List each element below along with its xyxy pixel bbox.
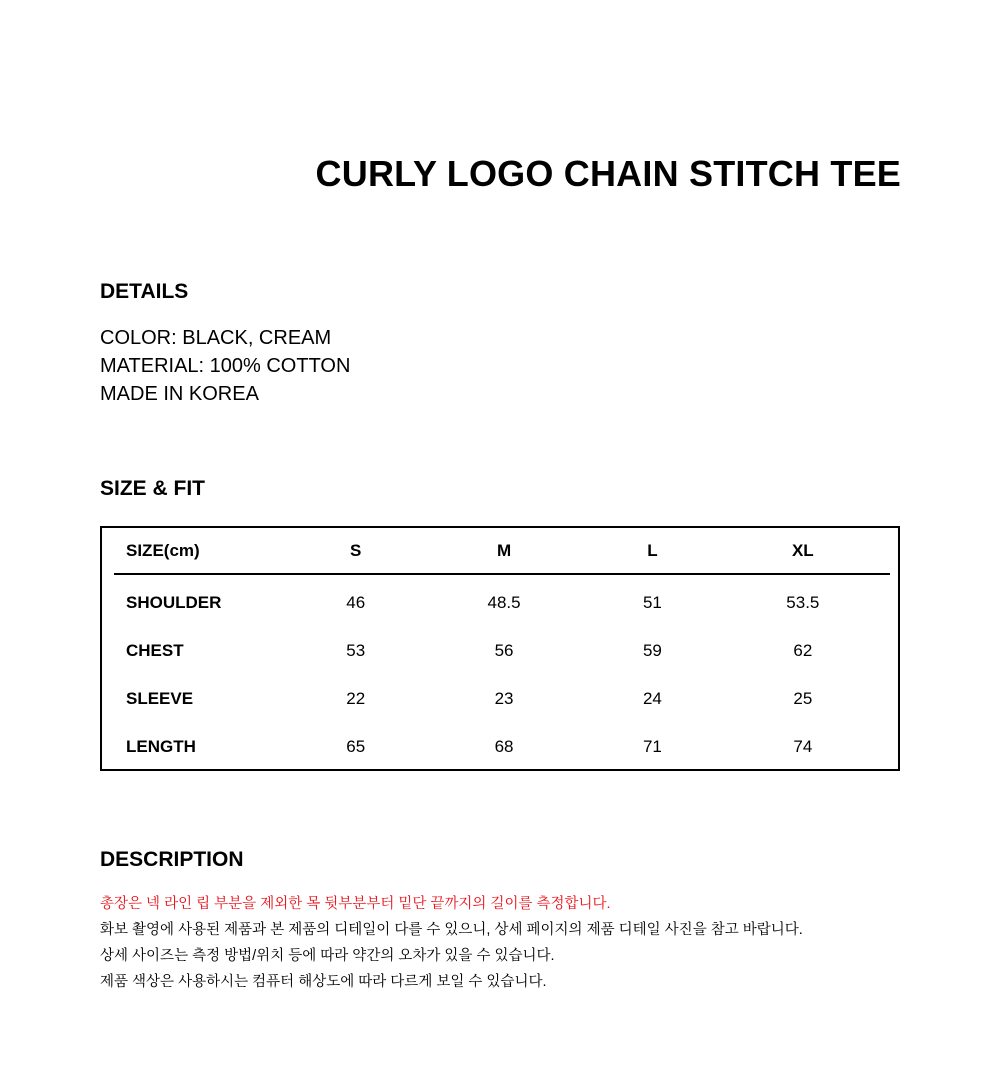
table-header-xl: XL xyxy=(716,528,890,574)
table-header-row xyxy=(114,528,890,574)
table-cell: 48.5 xyxy=(487,593,521,612)
details-heading: DETAILS xyxy=(100,280,189,303)
description-note-length: 총장은 넥 라인 립 부분을 제외한 목 뒷부분부터 밑단 끝까지의 길이를 측정합니다. xyxy=(100,896,611,912)
row-label-length: LENGTH xyxy=(126,737,196,756)
table-cell: 23 xyxy=(494,689,514,708)
table-cell: 71 xyxy=(642,737,662,756)
size-table-box xyxy=(100,526,900,771)
row-label-shoulder: SHOULDER xyxy=(126,593,222,612)
table-cell: 62 xyxy=(793,641,813,660)
details-origin: MADE IN KOREA xyxy=(100,383,259,405)
table-cell: 53.5 xyxy=(786,593,820,612)
description-list xyxy=(100,891,803,995)
table-cell: 46 xyxy=(346,593,366,612)
row-label-chest: CHEST xyxy=(126,641,184,660)
product-title: CURLY LOGO CHAIN STITCH TEE xyxy=(315,153,901,194)
table-header-m: M xyxy=(419,528,589,574)
details-list xyxy=(100,324,350,408)
description-note-measure: 상세 사이즈는 측정 방법/위치 등에 따라 약간의 오차가 있을 수 있습니다. xyxy=(100,948,555,964)
table-cell: 51 xyxy=(642,593,662,612)
table-cell: 65 xyxy=(346,737,366,756)
table-cell: 59 xyxy=(642,641,662,660)
table-cell: 53 xyxy=(346,641,366,660)
description-note-color: 제품 색상은 사용하시는 컴퓨터 해상도에 따라 다르게 보일 수 있습니다. xyxy=(100,974,547,990)
table-row xyxy=(114,574,890,627)
table-cell: 68 xyxy=(494,737,514,756)
table-header-l: L xyxy=(589,528,716,574)
row-label-sleeve: SLEEVE xyxy=(126,689,194,708)
description-heading: DESCRIPTION xyxy=(100,848,244,871)
description-note-photo: 화보 촬영에 사용된 제품과 본 제품의 디테일이 다를 수 있으니, 상세 페이지의 제품 디테일 사진을 참고 바랍니다. xyxy=(100,922,803,938)
table-cell: 56 xyxy=(494,641,514,660)
table-header-size: SIZE(cm) xyxy=(114,528,292,574)
details-material: MATERIAL: 100% COTTON xyxy=(100,355,351,377)
details-color: COLOR: BLACK, CREAM xyxy=(100,327,332,349)
table-cell: 74 xyxy=(793,737,813,756)
table-cell: 22 xyxy=(346,689,366,708)
table-cell: 24 xyxy=(642,689,662,708)
table-cell: 25 xyxy=(793,689,813,708)
table-header-s: S xyxy=(292,528,419,574)
table-row xyxy=(114,675,890,723)
size-table xyxy=(114,528,890,771)
table-row xyxy=(114,723,890,771)
table-row xyxy=(114,627,890,675)
size-fit-heading: SIZE & FIT xyxy=(100,477,205,500)
